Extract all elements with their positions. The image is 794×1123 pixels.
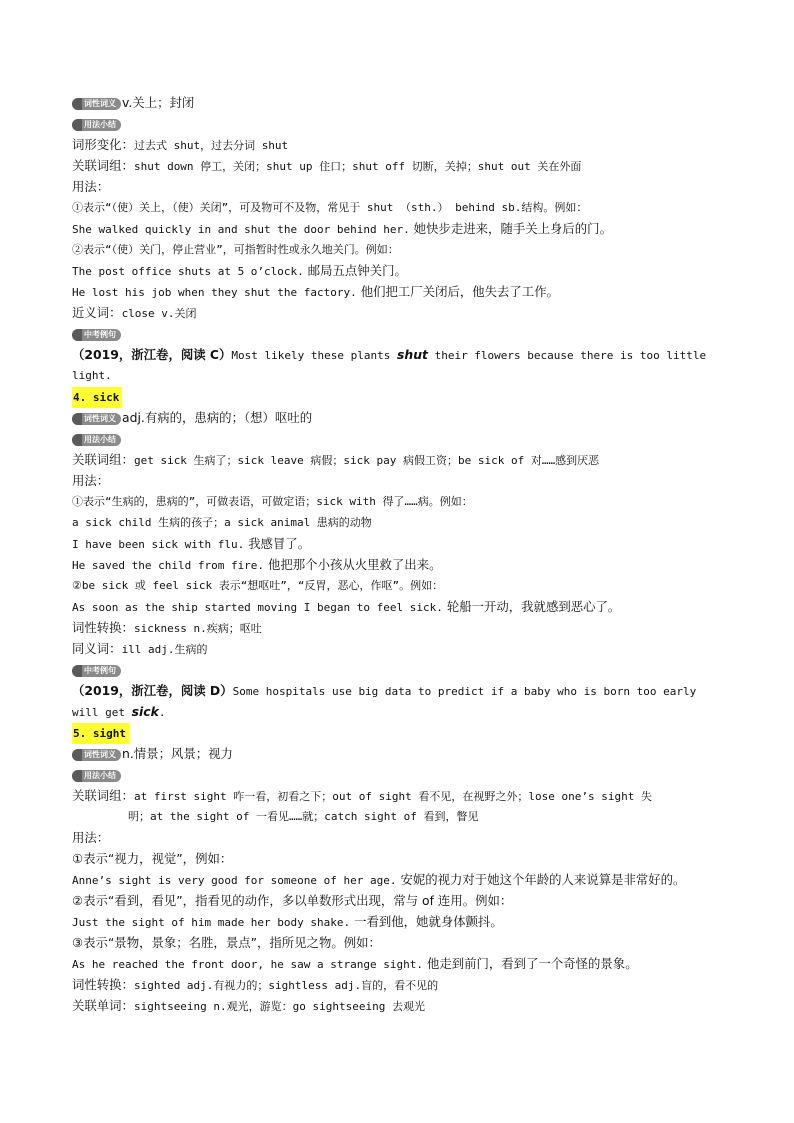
sight-phrases-line — [72, 785, 732, 806]
example-cn: 他把那个小孩从火里救了出来。 — [268, 557, 442, 572]
sick-usage-2: ②be sick 或 feel sick 表示“想呕吐”，“反胃，恶心，作呕”。例如： — [72, 579, 444, 592]
shut-usage-2-example-1 — [72, 260, 732, 281]
shut-exam-tag-line — [72, 323, 732, 344]
shut-form-line — [72, 134, 732, 155]
sick-meaning-line — [72, 407, 732, 428]
shut-usage-label: 用法： — [72, 179, 110, 194]
sight-meaning: n.情景；风景；视力 — [122, 746, 233, 761]
exam-keyword: sick — [131, 704, 159, 719]
sight-heading-line — [72, 722, 732, 743]
sight-usage-3: ③表示“景物，景象；名胜，景点”，指所见之物。例如： — [72, 935, 381, 950]
zhongkao-tag: 中考例句 — [72, 329, 121, 341]
form-label: 词形变化： — [72, 137, 134, 152]
sick-usage-1-example-2 — [72, 533, 732, 554]
sight-usage-tag-line — [72, 764, 732, 785]
sight-phrases-cont: 明；at the sight of 一看见……就；catch sight of 看到，瞥见 — [128, 810, 479, 823]
sight-phrases: at first sight 咋一看，初看之下；out of sight 看不见，在视野之外；lose one’s sight 失 — [133, 790, 652, 803]
cixing-tag: 词性词义 — [72, 98, 121, 110]
sick-heading: 4. sick — [72, 387, 122, 408]
sick-phrases-line — [72, 449, 732, 470]
shut-usage-1-example — [72, 218, 732, 239]
shut-exam-cont: light. — [72, 369, 112, 382]
cixing-tag: 词性词义 — [72, 413, 121, 425]
sick-usage-1-example-3 — [72, 554, 732, 575]
shut-usage-2-example-2 — [72, 281, 732, 302]
exam-text: Most likely these plants — [231, 349, 397, 362]
sight-usage-1-example — [72, 869, 732, 890]
example-en: He lost his job when they shut the factory. — [72, 286, 357, 299]
sight-usage-3-example — [72, 953, 732, 974]
sick-synonym-line — [72, 638, 732, 659]
sight-related-line — [72, 995, 732, 1016]
sick-exam-line — [72, 680, 732, 701]
sick-usage-2-example — [72, 596, 732, 617]
shut-meaning: v.关上；封闭 — [122, 95, 195, 110]
sick-conversion: sickness n.疾病；呕吐 — [133, 622, 262, 635]
sick-exam-tag-line — [72, 659, 732, 680]
example-en: Just the sight of him made her body shake. — [72, 916, 351, 929]
sick-usage-1-example-1: a sick child 生病的孩子；a sick animal 患病的动物 — [72, 516, 372, 529]
phrases-label: 关联词组： — [72, 788, 134, 803]
exam-text: will get — [72, 706, 132, 719]
sick-synonym: ill adj.生病的 — [121, 643, 208, 656]
sight-usage-2-example — [72, 911, 732, 932]
sight-usage-2: ②表示“看到，看见”，指看见的动作，多以单数形式出现，常与 of 连用。例如： — [72, 893, 513, 908]
cixing-tag: 词性词义 — [72, 749, 121, 761]
example-en: Anne’s sight is very good for someone of her age. — [72, 874, 397, 887]
related-label: 关联单词： — [72, 998, 134, 1013]
shut-form: 过去式 shut，过去分词 shut — [133, 139, 289, 152]
example-cn: 邮局五点钟关门。 — [307, 263, 407, 278]
sick-usage-tag-line — [72, 428, 732, 449]
synonym-label: 近义词： — [72, 305, 122, 320]
shut-usage-2: ②表示“（使）关门，停止营业”，可指暂时性或永久地关门。例如： — [72, 243, 399, 256]
phrases-label: 关联词组： — [72, 158, 134, 173]
phrases-label: 关联词组： — [72, 452, 134, 467]
sick-meaning: adj.有病的，患病的；（想）呕吐的 — [122, 410, 313, 425]
sick-conversion-line — [72, 617, 732, 638]
conversion-label: 词性转换： — [72, 977, 134, 992]
example-en: She walked quickly in and shut the door behind her. — [72, 223, 410, 236]
example-cn: 他们把工厂关闭后，他失去了工作。 — [360, 284, 559, 299]
sight-conversion: sighted adj.有视力的；sightless adj.盲的，看不见的 — [133, 979, 439, 992]
sight-meaning-line — [72, 743, 732, 764]
yongfa-tag: 用法小结 — [72, 434, 121, 446]
example-en: He saved the child from fire. — [72, 559, 265, 572]
example-en: As he reached the front door, he saw a strange sight. — [72, 958, 423, 971]
shut-usage-1: ①表示“（使）关上，（使）关闭”，可及物可不及物，常见于 shut （sth.） behind sb.结构。例如： — [72, 201, 588, 214]
shut-phrases: shut down 停工，关闭；shut up 住口；shut off 切断，关掉；shut out 关在外面 — [133, 160, 582, 173]
document-page — [72, 92, 732, 1016]
example-en: The post office shuts at 5 o’clock. — [72, 265, 304, 278]
exam-text: Some hospitals use big data to predict if a baby who is born too early — [232, 685, 697, 698]
shut-synonym-line — [72, 302, 732, 323]
sight-heading: 5. sight — [72, 723, 129, 744]
zhongkao-tag: 中考例句 — [72, 665, 121, 677]
sick-exam-cont-line — [72, 701, 732, 722]
sick-usage-1: ①表示“生病的，患病的”，可做表语，可做定语；sick with 得了……病。例如： — [72, 495, 473, 508]
exam-text: . — [158, 706, 166, 719]
example-cn: 安妮的视力对于她这个年龄的人来说算是非常好的。 — [400, 872, 686, 887]
shut-phrases-line — [72, 155, 732, 176]
yongfa-tag: 用法小结 — [72, 770, 121, 782]
shut-exam-line — [72, 344, 732, 365]
example-cn: 轮船一开动，我就感到恶心了。 — [446, 599, 621, 614]
exam-source: （2019，浙江卷，阅读 C） — [72, 347, 232, 362]
shut-meaning-line — [72, 92, 732, 113]
sight-related: sightseeing n.观光，游览：go sightseeing 去观光 — [133, 1000, 426, 1013]
example-cn: 她快步走进来，随手关上身后的门。 — [413, 221, 612, 236]
example-en: I have been sick with flu. — [72, 538, 245, 551]
sick-phrases: get sick 生病了；sick leave 病假；sick pay 病假工资；be sick of 对……感到厌恶 — [133, 454, 600, 467]
example-cn: 我感冒了。 — [248, 536, 311, 551]
sick-usage-label: 用法： — [72, 473, 110, 488]
sight-usage-label: 用法： — [72, 830, 110, 845]
synonym-label: 同义词： — [72, 641, 122, 656]
sight-usage-1: ①表示“视力，视觉”，例如： — [72, 851, 233, 866]
example-cn: 一看到他，她就身体颤抖。 — [354, 914, 503, 929]
example-cn: 他走到前门，看到了一个奇怪的景象。 — [426, 956, 638, 971]
sight-conversion-line — [72, 974, 732, 995]
exam-source: （2019，浙江卷，阅读 D） — [72, 683, 233, 698]
example-en: As soon as the ship started moving I began to feel sick. — [72, 601, 443, 614]
sick-heading-line — [72, 386, 732, 407]
exam-text: their flowers because there is too little — [427, 349, 707, 362]
exam-keyword: shut — [397, 347, 428, 362]
conversion-label: 词性转换： — [72, 620, 134, 635]
shut-usage-tag-line — [72, 113, 732, 134]
shut-synonym: close v.关闭 — [121, 307, 197, 320]
yongfa-tag: 用法小结 — [72, 119, 121, 131]
